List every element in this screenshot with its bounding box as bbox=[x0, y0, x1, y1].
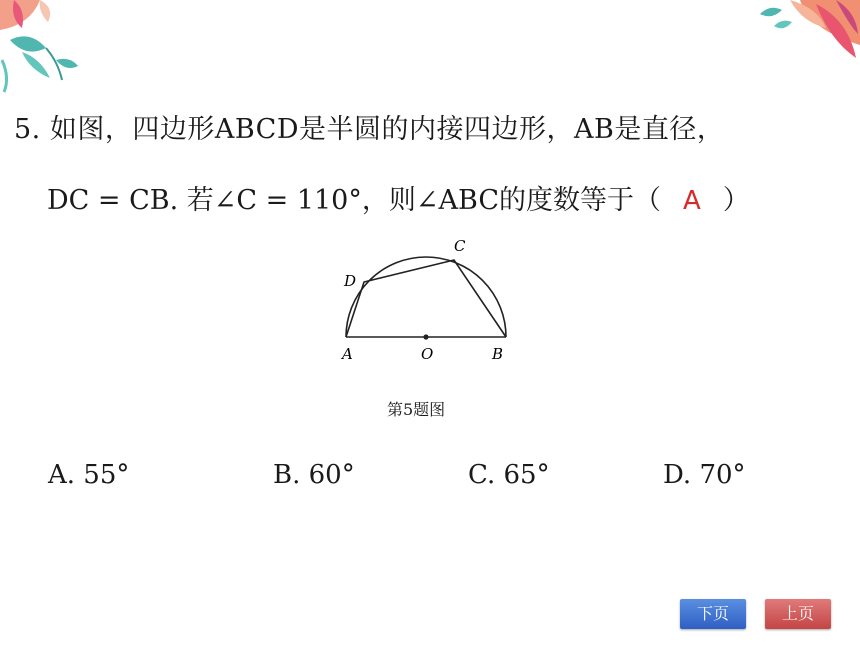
label-o: O bbox=[421, 345, 434, 363]
figure-caption: 第5题图 bbox=[387, 400, 446, 419]
quadrilateral-sides bbox=[346, 260, 506, 337]
question-text-before-answer: DC = CB. 若∠C = 110°，则∠ABC的度数等于（ bbox=[47, 185, 661, 216]
option-c: C. 65° bbox=[468, 460, 550, 490]
question-text-line2 bbox=[47, 183, 750, 219]
answer-mark: A bbox=[683, 186, 701, 216]
leaf-decoration-left-icon bbox=[0, 0, 90, 95]
question-text-after-answer: ） bbox=[722, 185, 750, 216]
question-text-line1: 5. 如图，四边形ABCD是半圆的内接四边形，AB是直径， bbox=[14, 114, 725, 145]
answer-options bbox=[48, 460, 808, 500]
label-b: B bbox=[492, 345, 504, 363]
option-a: A. 55° bbox=[48, 460, 130, 490]
option-d: D. 70° bbox=[663, 460, 746, 490]
center-point-o bbox=[423, 334, 428, 339]
prev-page-button[interactable]: 上页 bbox=[765, 599, 831, 629]
label-a: A bbox=[342, 345, 353, 363]
semicircle-figure bbox=[336, 232, 521, 367]
leaf-decoration-right-icon bbox=[730, 0, 860, 80]
next-page-button[interactable]: 下页 bbox=[680, 599, 746, 629]
label-c: C bbox=[454, 237, 466, 255]
semicircle-arc bbox=[346, 257, 506, 337]
option-b: B. 60° bbox=[273, 460, 355, 490]
label-d: D bbox=[344, 272, 357, 290]
